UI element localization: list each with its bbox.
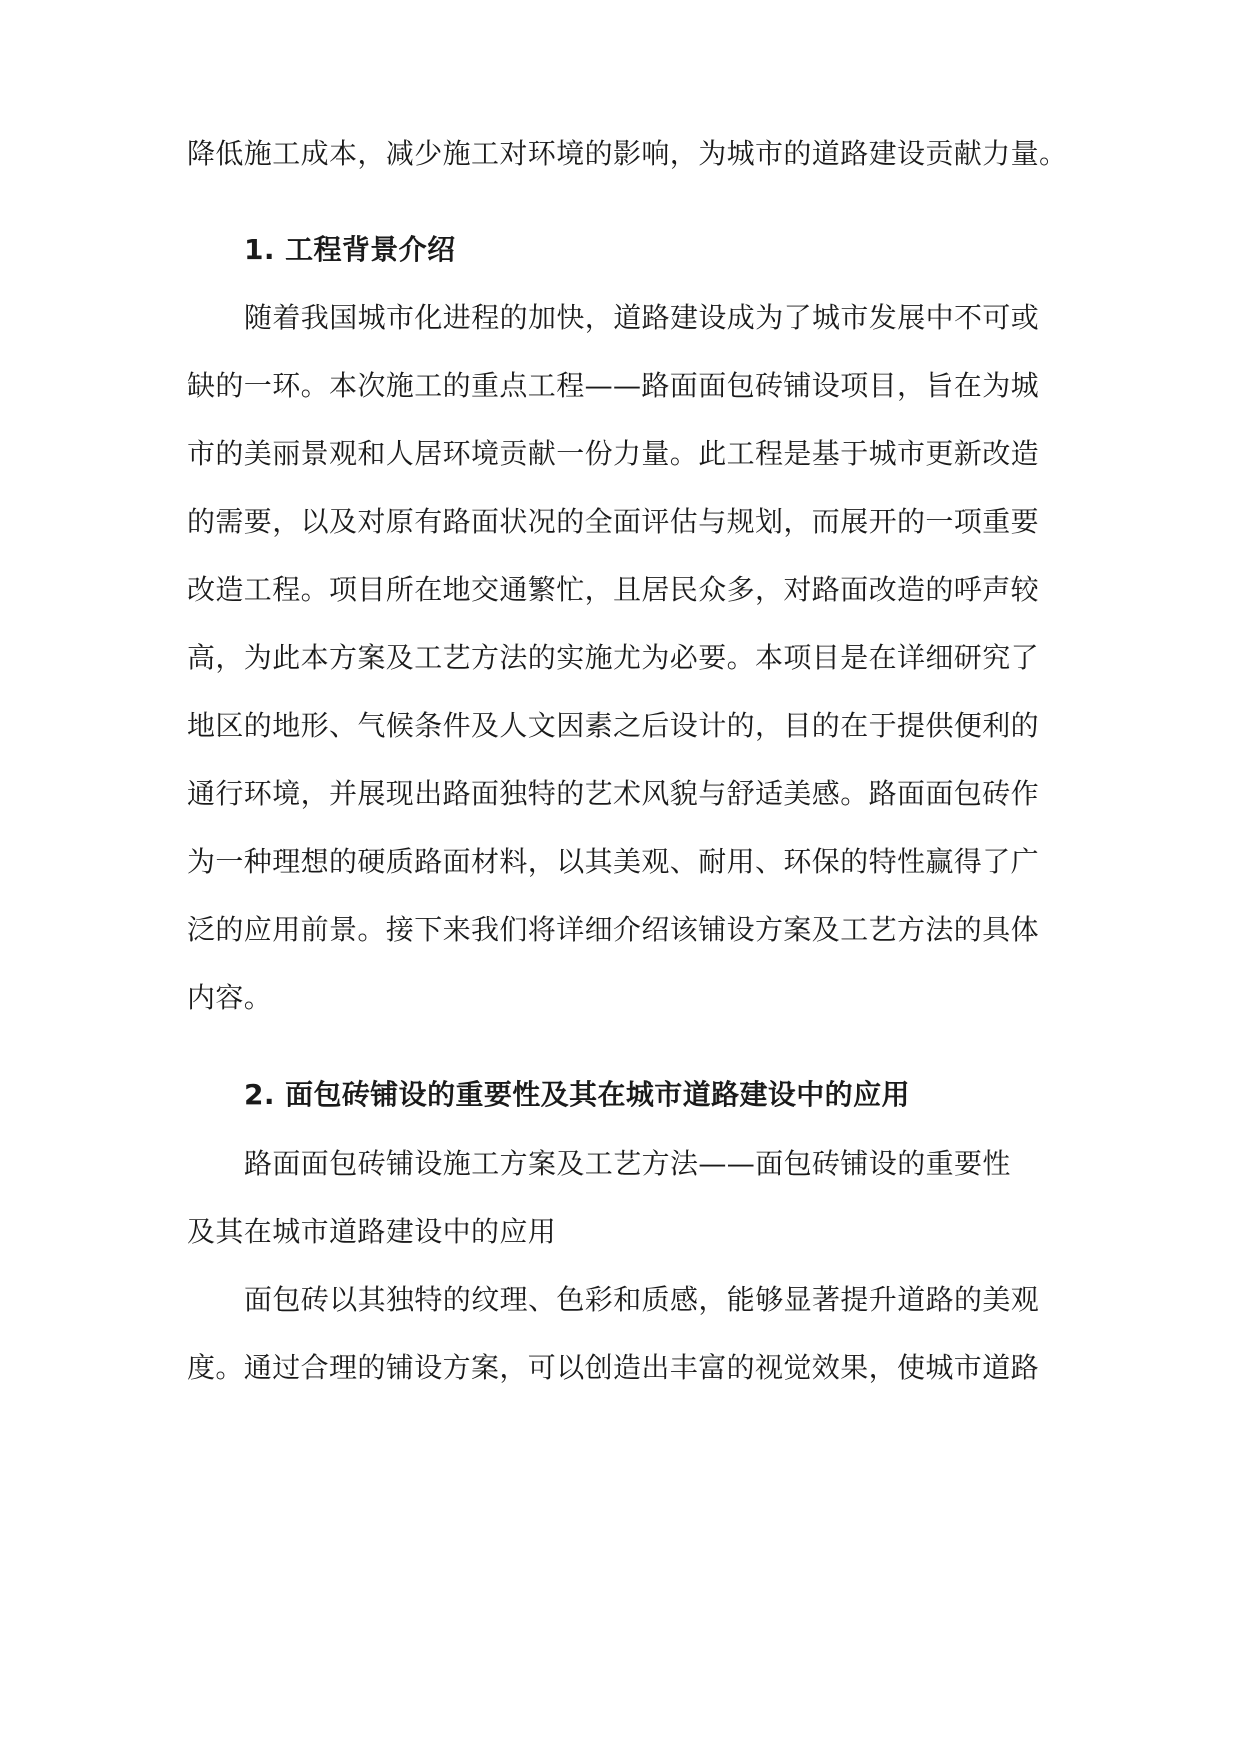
- paragraph-line: 面包砖以其独特的纹理、色彩和质感，能够显著提升道路的美观: [244, 1283, 1040, 1316]
- paragraph-line: 路面面包砖铺设施工方案及工艺方法——面包砖铺设的重要性: [244, 1147, 1011, 1180]
- section-1-heading: 1. 工程背景介绍: [244, 233, 456, 266]
- paragraph-line: 改造工程。项目所在地交通繁忙，且居民众多，对路面改造的呼声较: [187, 573, 1040, 606]
- paragraph-line: 内容。: [187, 981, 273, 1014]
- paragraph-line: 地区的地形、气候条件及人文因素之后设计的，目的在于提供便利的: [187, 709, 1040, 742]
- paragraph-line: 缺的一环。本次施工的重点工程——路面面包砖铺设项目，旨在为城: [187, 369, 1040, 402]
- paragraph-line: 及其在城市道路建设中的应用: [187, 1215, 557, 1248]
- paragraph-line: 随着我国城市化进程的加快，道路建设成为了城市发展中不可或: [244, 301, 1040, 334]
- section-2-heading: 2. 面包砖铺设的重要性及其在城市道路建设中的应用: [244, 1078, 910, 1111]
- paragraph-line: 通行环境，并展现出路面独特的艺术风貌与舒适美感。路面面包砖作: [187, 777, 1040, 810]
- paragraph-line: 为一种理想的硬质路面材料，以其美观、耐用、环保的特性赢得了广: [187, 845, 1040, 878]
- paragraph-line: 市的美丽景观和人居环境贡献一份力量。此工程是基于城市更新改造: [187, 437, 1040, 470]
- paragraph-line: 泛的应用前景。接下来我们将详细介绍该铺设方案及工艺方法的具体: [187, 913, 1040, 946]
- paragraph-line: 高，为此本方案及工艺方法的实施尤为必要。本项目是在详细研究了: [187, 641, 1040, 674]
- paragraph-line: 度。通过合理的铺设方案，可以创造出丰富的视觉效果，使城市道路: [187, 1351, 1040, 1384]
- paragraph-line: 的需要，以及对原有路面状况的全面评估与规划，而展开的一项重要: [187, 505, 1040, 538]
- intro-tail-text: 降低施工成本，减少施工对环境的影响，为城市的道路建设贡献力量。: [187, 137, 1068, 170]
